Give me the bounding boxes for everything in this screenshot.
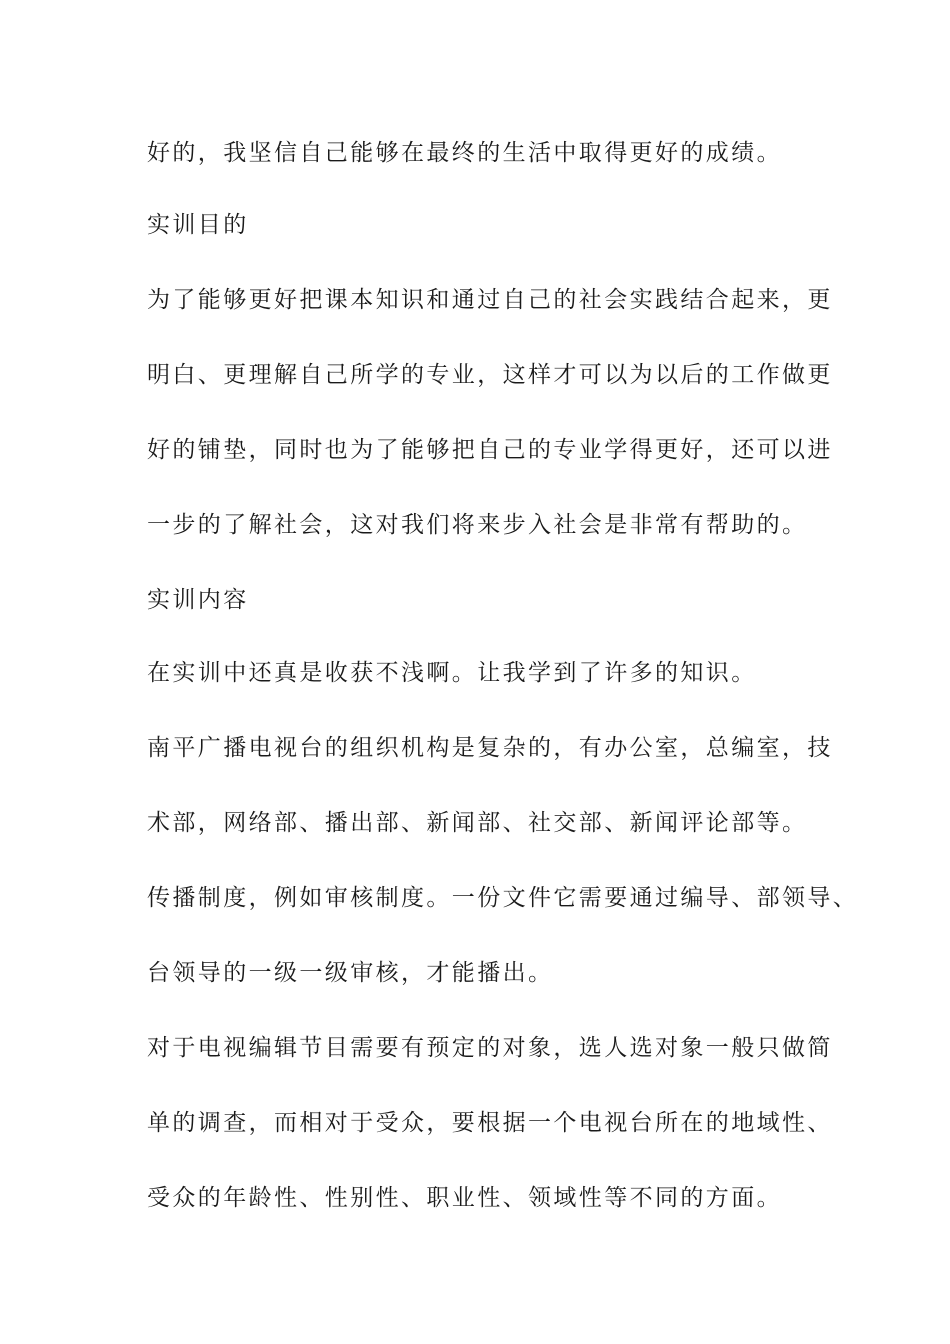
section-heading-content: 实训内容 (147, 587, 249, 613)
paragraph-line: 南平广播电视台的组织机构是复杂的，有办公室，总编室，技 (147, 735, 833, 761)
paragraph-line: 术部，网络部、播出部、新闻部、社交部、新闻评论部等。 (147, 810, 808, 836)
paragraph-line: 受众的年龄性、性别性、职业性、领域性等不同的方面。 (147, 1185, 782, 1211)
paragraph-line: 一步的了解社会，这对我们将来步入社会是非常有帮助的。 (147, 512, 808, 538)
paragraph-line: 对于电视编辑节目需要有预定的对象，选人选对象一般只做简 (147, 1035, 833, 1061)
paragraph-line: 明白、更理解自己所学的专业，这样才可以为以后的工作做更 (147, 362, 833, 388)
paragraph-line: 好的铺垫，同时也为了能够把自己的专业学得更好，还可以进 (147, 437, 833, 463)
paragraph-line: 为了能够更好把课本知识和通过自己的社会实践结合起来，更 (147, 287, 833, 313)
section-heading-purpose: 实训目的 (147, 212, 249, 238)
paragraph-line: 台领导的一级一级审核，才能播出。 (147, 960, 554, 986)
paragraph-line: 好的，我坚信自己能够在最终的生活中取得更好的成绩。 (147, 140, 782, 166)
paragraph-line: 传播制度，例如审核制度。一份文件它需要通过编导、部领导、 (147, 885, 859, 911)
paragraph-line: 单的调查，而相对于受众，要根据一个电视台所在的地域性、 (147, 1110, 833, 1136)
paragraph-line: 在实训中还真是收获不浅啊。让我学到了许多的知识。 (147, 660, 757, 686)
